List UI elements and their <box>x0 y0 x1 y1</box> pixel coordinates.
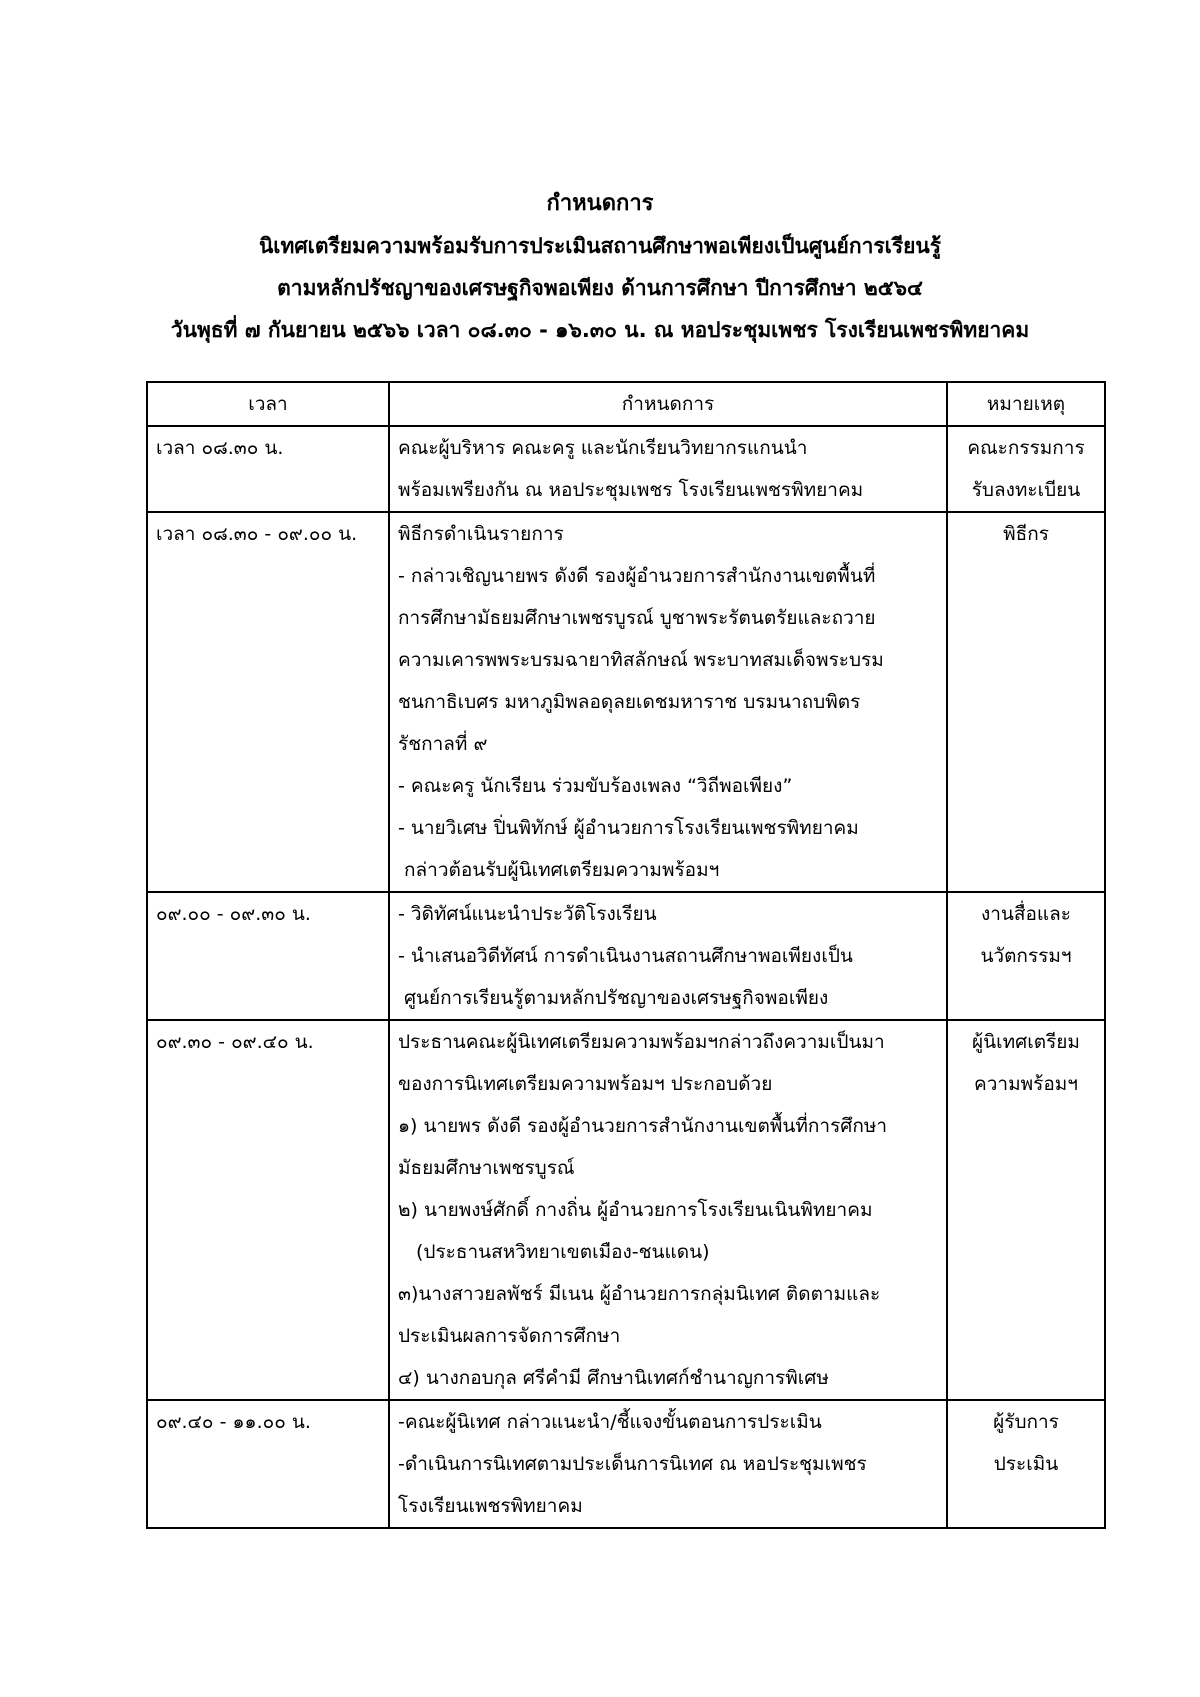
activity-line: โรงเรียนเพชรพิทยาคม <box>398 1495 583 1517</box>
note-line: ผู้นิเทศเตรียม <box>972 1031 1080 1053</box>
document-header <box>0 183 1200 351</box>
document-subtitle: นิเทศเตรียมความพร้อมรับการประเมินสถานศึกษาพอเพียงเป็นศูนย์การเรียนรู้ <box>258 234 942 258</box>
activity-cell <box>389 1400 947 1528</box>
column-header-activity: กำหนดการ <box>389 382 947 426</box>
activity-cell <box>389 1020 947 1400</box>
activity-line: ความเคารพพระบรมฉายาทิสลักษณ์ พระบาทสมเด็จพระบรม <box>398 649 884 671</box>
note-line: งานสื่อและ <box>980 903 1072 925</box>
note-line: ผู้รับการ <box>993 1411 1059 1433</box>
note-line: นวัตกรรมฯ <box>980 945 1072 967</box>
table-row <box>147 1020 1105 1400</box>
activity-line: ประธานคณะผู้นิเทศเตรียมความพร้อมฯกล่าวถึงความเป็นมา <box>398 1031 885 1053</box>
time-cell: ๐๙.๓๐ - ๐๙.๔๐ น. <box>147 1020 389 1400</box>
activity-line: ๒) นายพงษ์ศักดิ์ กางถิ่น ผู้อำนวยการโรงเรียนเนินพิทยาคม <box>398 1199 873 1221</box>
note-cell <box>947 426 1105 512</box>
activity-line: - นำเสนอวิดีทัศน์ การดำเนินงานสถานศึกษาพอเพียงเป็น <box>398 945 853 967</box>
document-title: กำหนดการ <box>546 191 654 216</box>
activity-line: รัชกาลที่ ๙ <box>398 733 488 755</box>
note-cell <box>947 1020 1105 1400</box>
note-line: พิธีกร <box>1003 523 1049 545</box>
table-row <box>147 892 1105 1020</box>
document-subtitle-2: ตามหลักปรัชญาของเศรษฐกิจพอเพียง ด้านการศึกษา ปีการศึกษา ๒๕๖๔ <box>277 276 923 300</box>
activity-line: -คณะผู้นิเทศ กล่าวแนะนำ/ชี้แจงขั้นตอนการประเมิน <box>398 1411 822 1433</box>
time-cell: เวลา ๐๘.๓๐ - ๐๙.๐๐ น. <box>147 512 389 892</box>
activity-line: พิธีกรดำเนินรายการ <box>398 523 564 545</box>
document-date-venue: วันพุธที่ ๗ กันยายน ๒๕๖๖ เวลา ๐๘.๓๐ - ๑๖.๓๐ น. ณ หอประชุมเพชร โรงเรียนเพชรพิทยาคม <box>170 318 1030 342</box>
note-line: ประเมิน <box>993 1453 1059 1475</box>
note-line: ความพร้อมฯ <box>974 1073 1078 1095</box>
note-line: รับลงทะเบียน <box>971 479 1081 501</box>
activity-line: ประเมินผลการจัดการศึกษา <box>398 1325 621 1347</box>
activity-line: คณะผู้บริหาร คณะครู และนักเรียนวิทยากรแกนนำ <box>398 437 808 459</box>
activity-line: ๑) นายพร ดังดี รองผู้อำนวยการสำนักงานเขตพื้นที่การศึกษา <box>398 1115 888 1137</box>
activity-line: - คณะครู นักเรียน ร่วมขับร้องเพลง “วิถีพอเพียง” <box>398 775 793 797</box>
activity-line: -ดำเนินการนิเทศตามประเด็นการนิเทศ ณ หอประชุมเพชร <box>398 1453 867 1475</box>
activity-line: มัธยมศึกษาเพชรบูรณ์ <box>398 1157 575 1179</box>
activity-line: - วิดิทัศน์แนะนำประวัติโรงเรียน <box>398 903 657 925</box>
table-row <box>147 512 1105 892</box>
activity-cell <box>389 426 947 512</box>
activity-line: กล่าวต้อนรับผู้นิเทศเตรียมความพร้อมฯ <box>404 859 720 881</box>
activity-line: - นายวิเศษ ปิ่นพิทักษ์ ผู้อำนวยการโรงเรียนเพชรพิทยาคม <box>398 817 859 839</box>
activity-line: การศึกษามัธยมศึกษาเพชรบูรณ์ บูชาพระรัตนตรัยและถวาย <box>398 607 876 629</box>
schedule-table <box>146 381 1106 1529</box>
note-line: คณะกรรมการ <box>967 437 1085 459</box>
time-cell: ๐๙.๔๐ - ๑๑.๐๐ น. <box>147 1400 389 1528</box>
activity-line: ศูนย์การเรียนรู้ตามหลักปรัชญาของเศรษฐกิจพอเพียง <box>404 987 829 1009</box>
column-header-note: หมายเหตุ <box>947 382 1105 426</box>
activity-line: ๔) นางกอบกุล ศรีคำมี ศึกษานิเทศก์ชำนาญการพิเศษ <box>398 1367 829 1389</box>
note-cell <box>947 892 1105 1020</box>
time-cell: ๐๙.๐๐ - ๐๙.๓๐ น. <box>147 892 389 1020</box>
table-row <box>147 1400 1105 1528</box>
activity-line: ชนกาธิเบศร มหาภูมิพลอดุลยเดชมหาราช บรมนาถบพิตร <box>398 691 861 713</box>
activity-line: - กล่าวเชิญนายพร ดังดี รองผู้อำนวยการสำนักงานเขตพื้นที่ <box>398 565 876 587</box>
activity-cell <box>389 892 947 1020</box>
activity-line: ของการนิเทศเตรียมความพร้อมฯ ประกอบด้วย <box>398 1073 773 1095</box>
activity-line: ๓)นางสาวยลพัชร์ มีเนน ผู้อำนวยการกลุ่มนิเทศ ติดตามและ <box>398 1283 881 1305</box>
table-row <box>147 426 1105 512</box>
time-cell: เวลา ๐๘.๓๐ น. <box>147 426 389 512</box>
note-cell <box>947 512 1105 892</box>
note-cell <box>947 1400 1105 1528</box>
activity-cell <box>389 512 947 892</box>
activity-line: (ประธานสหวิทยาเขตเมือง-ชนแดน) <box>416 1241 710 1263</box>
activity-line: พร้อมเพรียงกัน ณ หอประชุมเพชร โรงเรียนเพชรพิทยาคม <box>398 479 864 501</box>
table-header-row <box>147 382 1105 426</box>
column-header-time: เวลา <box>147 382 389 426</box>
